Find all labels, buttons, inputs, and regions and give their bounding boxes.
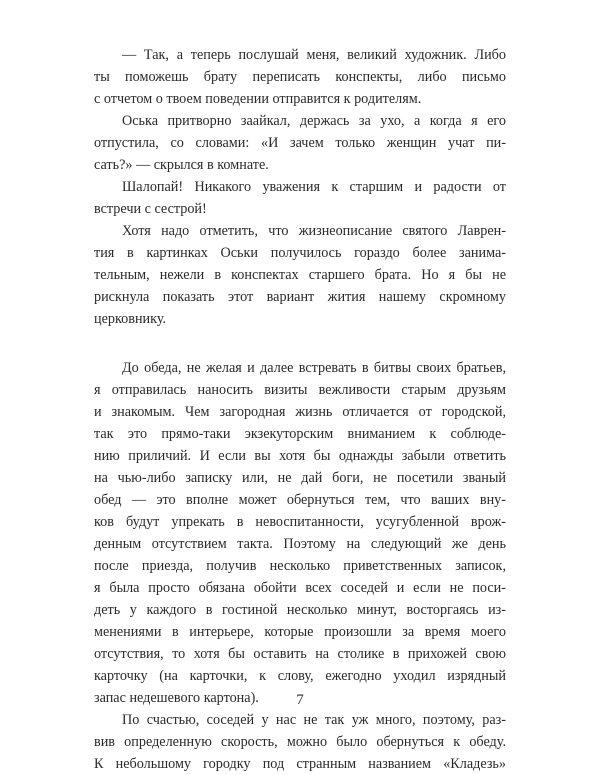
text-line: и знакомым. Чем загородная жизнь отличается от городской, xyxy=(94,404,506,420)
text-line: обед — это вполне может обернуться тем, что ваших вну- xyxy=(94,492,506,508)
text-line: Хотя надо отметить, что жизнеописание святого Лаврен- xyxy=(122,223,506,239)
text-line: До обеда, не желая и далее встревать в битвы своих братьев, xyxy=(122,360,506,376)
text-line: отсутствия, то хотя бы оставить на столике в прихожей свою xyxy=(94,646,506,662)
text-line: вив определенную скорость, можно было обернуться к обеду. xyxy=(94,734,506,750)
text-line: денным отсутствием такта. Поэтому на следующий же день xyxy=(94,536,506,552)
text-line: карточку (на карточки, к слову, ежегодно уходил изрядный xyxy=(94,668,506,684)
paragraph-1 xyxy=(94,44,506,110)
text-line: сать?» — скрылся в комнате. xyxy=(94,157,269,173)
text-line: церковнику. xyxy=(94,311,167,327)
paragraph-3 xyxy=(94,176,506,220)
paragraph-2 xyxy=(94,110,506,176)
section-break xyxy=(94,330,506,357)
text-line: на чью-либо записку или, не дай боги, не посетили званый xyxy=(94,470,506,486)
text-line: ты поможешь брату переписать конспекты, либо письмо xyxy=(94,69,506,85)
paragraph-6 xyxy=(94,709,506,775)
paragraph-5 xyxy=(94,357,506,709)
page-number: 7 xyxy=(296,692,304,708)
book-page xyxy=(94,44,506,775)
text-line: — Так, а теперь послушай меня, великий художник. Либо xyxy=(122,47,506,63)
text-line: тельным, нежели в конспектах старшего брата. Но я бы не xyxy=(94,267,506,283)
text-line: я была просто обязана обойти всех соседей и если не поси- xyxy=(94,580,506,596)
text-line: запас недешевого картона). xyxy=(94,690,259,706)
text-line: нию приличий. И если вы хотя бы однажды забыли ответить xyxy=(94,448,506,464)
text-line: я отправилась наносить визиты вежливости старым друзьям xyxy=(94,382,506,398)
text-line: По счастью, соседей у нас не так уж много, поэтому, раз- xyxy=(122,712,506,728)
text-line: ков будут упрекать в невоспитанности, усугубленной врож- xyxy=(94,514,506,530)
text-line: отпустила, со словами: «И зачем только женщин учат пи- xyxy=(94,135,506,151)
text-line: Шалопай! Никакого уважения к старшим и радости от xyxy=(122,179,506,195)
text-line: деть у каждого в гостиной несколько минут, восторгаясь из- xyxy=(94,602,506,618)
text-line: К небольшому городку под странным названием «Кладезь» xyxy=(94,756,506,772)
text-line: так это прямо-таки экзекуторским вниманием к соблюде- xyxy=(94,426,506,442)
text-line: рискнула показать этот вариант жития нашему скромному xyxy=(94,289,506,305)
text-line: после приезда, получив несколько приветственных записок, xyxy=(94,558,506,574)
text-line: с отчетом о твоем поведении отправится к родителям. xyxy=(94,91,422,107)
text-line: менениями в интерьере, которые произошли за время моего xyxy=(94,624,506,640)
text-line: встречи с сестрой! xyxy=(94,201,207,217)
paragraph-4 xyxy=(94,220,506,330)
text-line: Оська притворно заайкал, держась за ухо, а когда я его xyxy=(122,113,506,129)
text-line: тия в картинках Оськи получилось гораздо более занима- xyxy=(94,245,506,261)
